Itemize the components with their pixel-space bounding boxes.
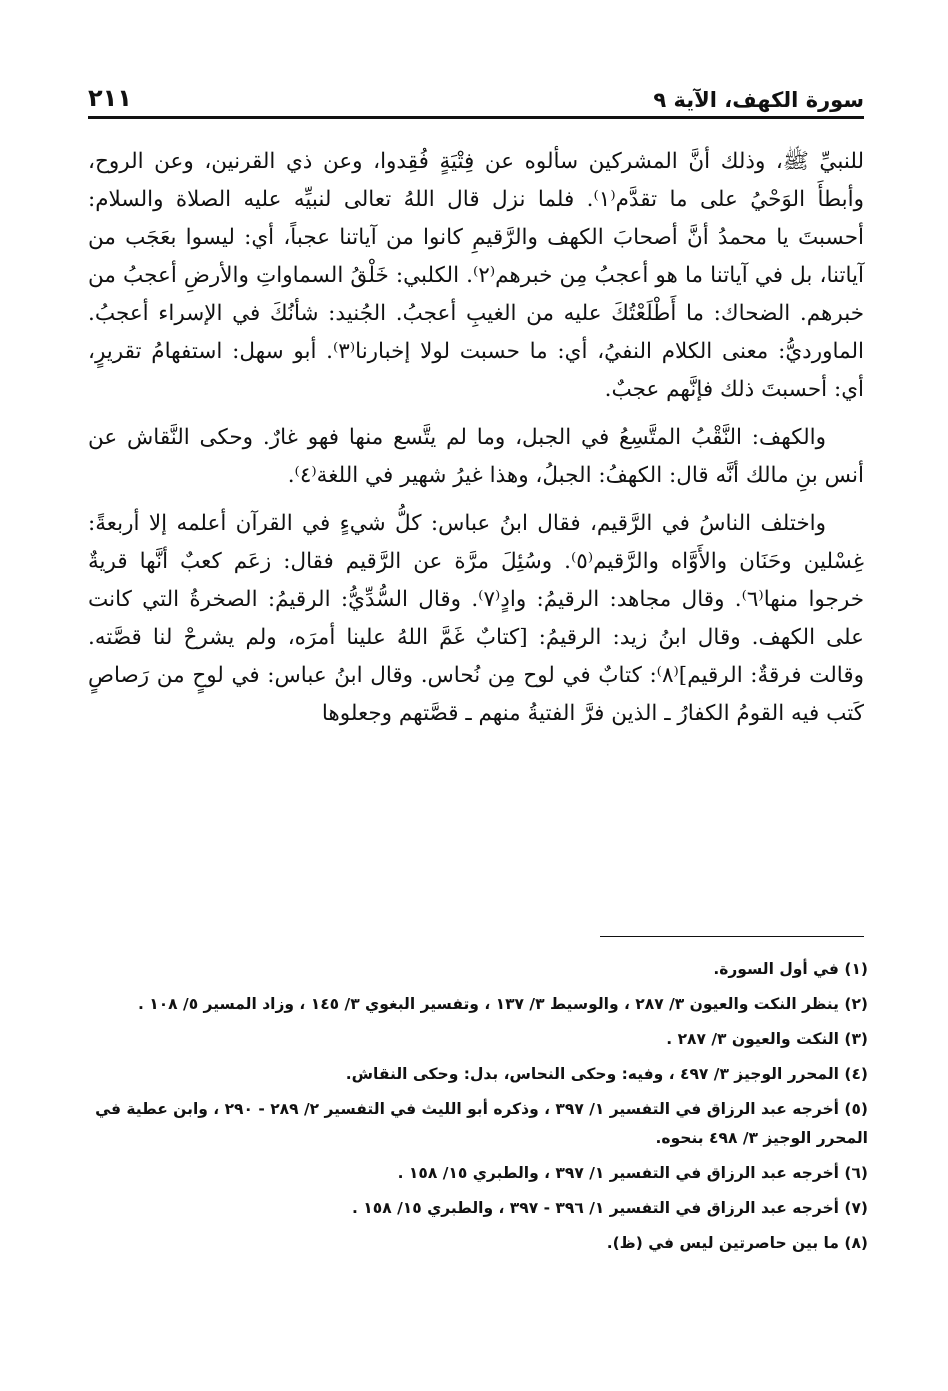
page-header xyxy=(88,72,864,112)
chapter-title: سورة الكهف، الآية ٩ xyxy=(653,88,864,112)
paragraph-3: واختلف الناسُ في الرَّقيم، فقال ابنُ عباس: كلُّ شيءٍ في القرآن أعلمه إلا أربعةً: غِسْلين وحَنَان والأَوَّاه والرَّقيم⁽٥⁾. وسُئِلَ مرَّة عن الرَّقيم فقال: زعَم كعبٌ أنَّها قريةٌ خرجوا منها⁽٦⁾. وقال مجاهد: الرقيمُ: وادٍ⁽٧⁾. وقال السُّدِّيُّ: الرقيمُ: الصخرةُ التي كانت على الكهف. وقال ابنُ زيد: الرقيمُ: [كتابٌ غَمَّ اللهُ علينا أمرَه، ولم يشرحْ لنا قصَّته. وقالت فرقةٌ: الرقيم]⁽٨⁾: كتابٌ في لوح مِن نُحاس. وقال ابنُ عباس: في لوحٍ من رَصاصٍ كَتب فيه القومُ الكفارُ ـ الذين فرَّ الفتيةُ منهم ـ قصَّتهم وجعلوها xyxy=(88,511,864,726)
paragraph-1: للنبيِّ ﷺ، وذلك أنَّ المشركين سألوه عن فِتْيَةٍ فُقِدوا، وعن ذي القرنين، وعن الروح، وأبطأَ الوَحْيُ على ما تقدَّم⁽١⁾. فلما نزل قال اللهُ تعالى لنبيِّه عليه الصلاة والسلام: أحسبتَ يا محمدُ أنَّ أصحابَ الكهف والرَّقيمِ كانوا من آياتنا عجباً، أي: ليسوا بعَجَب من آياتنا، بل في آياتنا ما هو أعجبُ مِن خبرهم⁽٢⁾. الكلبي: خَلْقُ السماواتِ والأرضِ أعجبُ من خبرهم. الضحاك: ما أَطْلَعْتُكَ عليه من الغيبِ أعجبُ. الجُنيد: شأنُكَ في الإسراء أعجبُ. الماورديُّ: معنى الكلام النفيُ، أي: ما حسبت لولا إخبارنا⁽٣⁾. أبو سهل: استفهامُ تقريرٍ، أي: أحسبتَ ذلك فإنَّهم عجبٌ. xyxy=(88,149,864,402)
footnote-3: (٣) النكت والعيون ٣/ ٢٨٧ . xyxy=(666,1030,868,1048)
footnote-8: (٨) ما بين حاصرتين ليس في (ظ). xyxy=(606,1234,868,1252)
footnote-1: (١) في أول السورة. xyxy=(713,960,868,978)
footnotes xyxy=(88,955,868,1264)
paragraph-2: والكهف: النَّقْبُ المتَّسِعُ في الجبل، وما لم يتَّسع منها فهو غارٌ. وحكى النَّقاش عن أنس بنِ مالك أنَّه قال: الكهفُ: الجبلُ، وهذا غيرُ شهير في اللغة⁽٤⁾. xyxy=(88,425,864,488)
page-number: ٢١١ xyxy=(88,84,132,112)
footnote-5: (٥) أخرجه عبد الرزاق في التفسير ١/ ٣٩٧ ، وذكره أبو الليث في التفسير ٢/ ٢٨٩ - ٢٩٠ ، وابن عطية في المحرر الوجيز ٣/ ٤٩٨ بنحوه. xyxy=(95,1100,868,1147)
header-rule xyxy=(88,116,864,119)
main-text xyxy=(88,143,864,733)
footnote-separator xyxy=(600,936,864,937)
footnote-7: (٧) أخرجه عبد الرزاق في التفسير ١/ ٣٩٦ - ٣٩٧ ، والطبري ١٥/ ١٥٨ . xyxy=(352,1199,868,1217)
footnote-2: (٢) ينظر النكت والعيون ٣/ ٢٨٧ ، والوسيط ٣/ ١٣٧ ، وتفسير البغوي ٣/ ١٤٥ ، وزاد المسير ٥/ ١٠٨ . xyxy=(137,995,868,1013)
footnote-4: (٤) المحرر الوجيز ٣/ ٤٩٧ ، وفيه: وحكى النحاس، بدل: وحكى النقاش. xyxy=(345,1065,868,1083)
footnote-6: (٦) أخرجه عبد الرزاق في التفسير ١/ ٣٩٧ ، والطبري ١٥/ ١٥٨ . xyxy=(397,1164,868,1182)
